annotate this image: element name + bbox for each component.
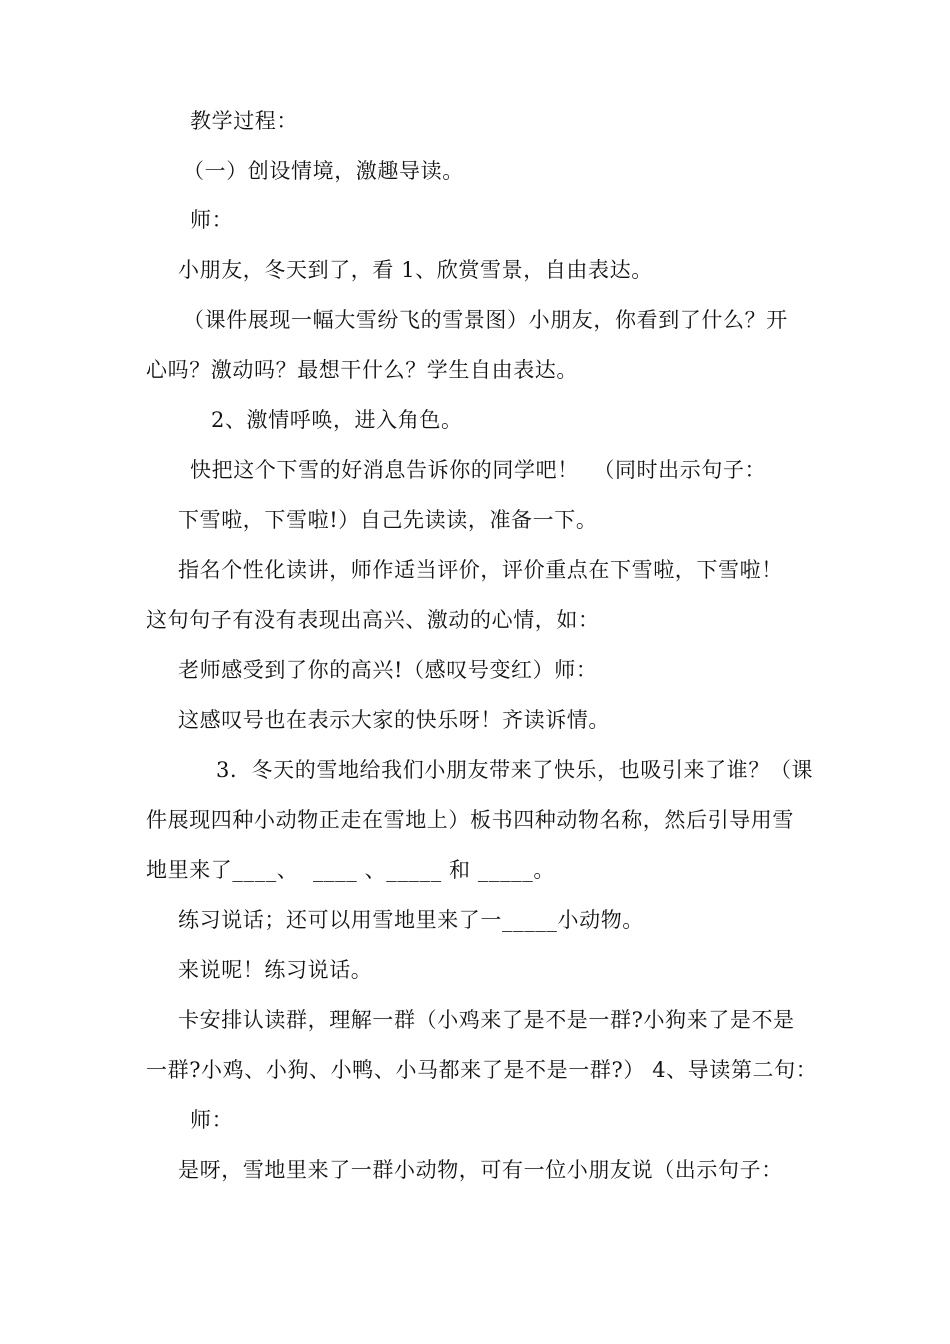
text-line-11: 这句句子有没有表现出高兴、激动的心情，如：: [146, 608, 600, 632]
text-line-19: 卡安排认读群，理解一群（小鸡来了是不是一群?小狗来了是不是: [178, 1008, 795, 1032]
text-line-17: 练习说话；还可以用雪地里来了一_____小动物。: [178, 908, 644, 932]
text-line-2: （一）创设情境，激趣导读。: [183, 159, 464, 183]
text-line-15: 件展现四种小动物正走在雪地上）板书四种动物名称，然后引导用雪: [146, 808, 794, 832]
text-line-13: 这感叹号也在表示大家的快乐呀！齐读诉情。: [178, 708, 610, 732]
text-line-12: 老师感受到了你的高兴!（感叹号变红）师：: [178, 658, 598, 682]
text-line-6: 心吗？激动吗？最想干什么？学生自由表达。: [146, 358, 578, 382]
text-line-3: 师：: [190, 208, 234, 232]
text-line-14: 3．冬天的雪地给我们小朋友带来了快乐，也吸引来了谁？（课: [216, 758, 814, 782]
text-line-22: 是呀，雪地里来了一群小动物，可有一位小朋友说（出示句子：: [178, 1158, 783, 1182]
text-line-4: 小朋友，冬天到了，看 1、欣赏雪景，自由表达。: [178, 258, 653, 282]
text-line-10: 指名个性化读讲，师作适当评价，评价重点在下雪啦，下雪啦！: [178, 558, 783, 582]
text-line-16: 地里来了____、 ____ 、_____ 和 _____。: [146, 858, 555, 882]
text-line-9: 下雪啦，下雪啦!）自己先读读，准备一下。: [178, 508, 598, 532]
text-line-18: 来说呢！练习说话。: [178, 958, 373, 982]
text-line-1: 教学过程：: [190, 109, 298, 133]
text-line-21: 师：: [190, 1108, 234, 1132]
text-line-5: （课件展现一幅大雪纷飞的雪景图）小朋友，你看到了什么？开: [183, 308, 788, 332]
text-line-7: 2、激情呼唤，进入角色。: [211, 408, 463, 432]
text-line-8: 快把这个下雪的好消息告诉你的同学吧！ （同时出示句子：: [190, 458, 767, 482]
text-line-20: 一群?小鸡、小狗、小鸭、小马都来了是不是一群?） 4、导读第二句：: [146, 1058, 818, 1082]
